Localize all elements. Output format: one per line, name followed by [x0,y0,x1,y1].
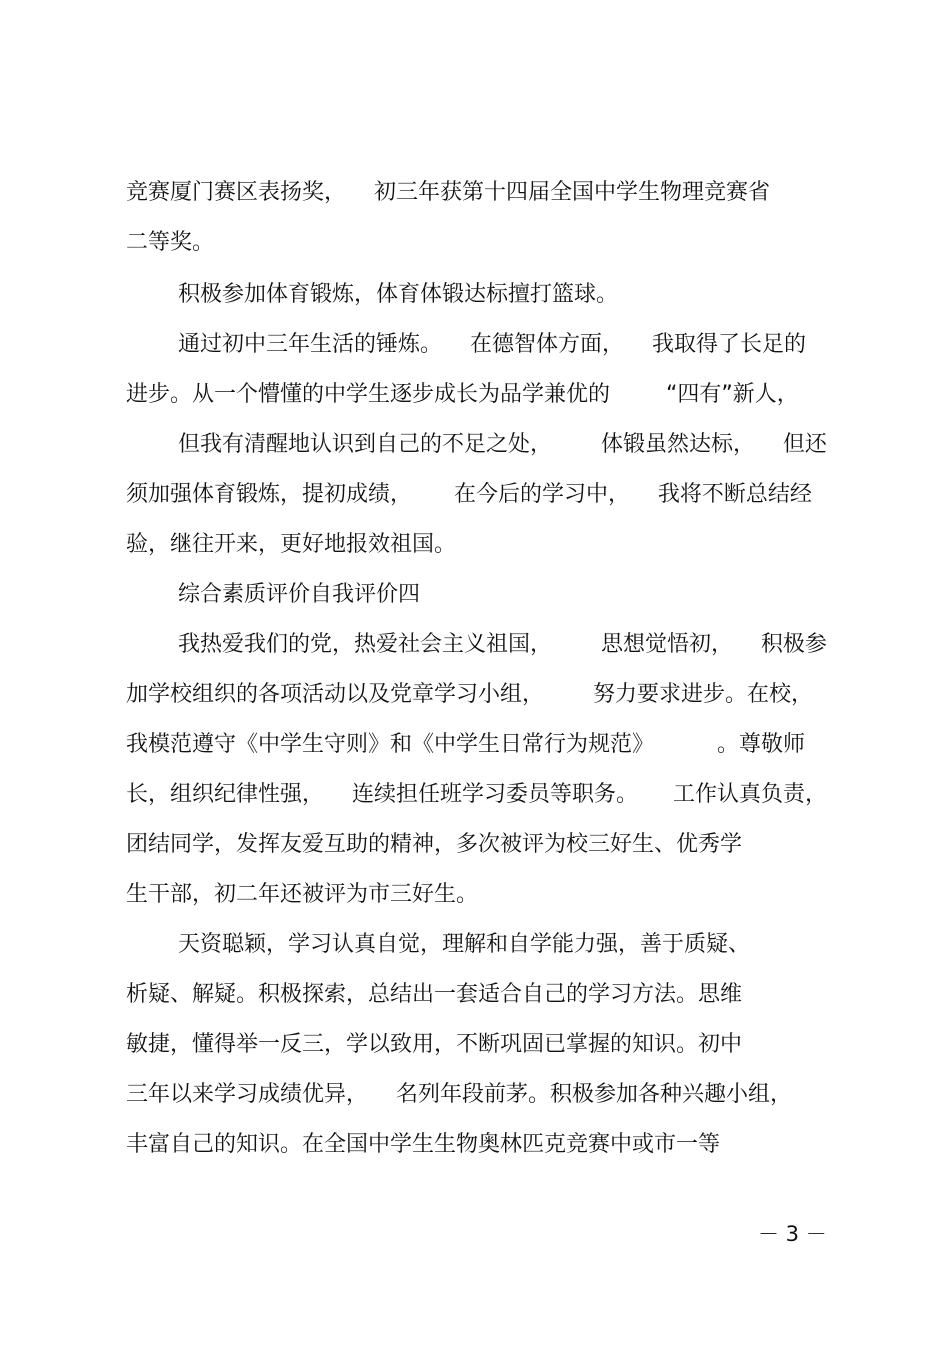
paragraph-line-3: 积极参加体育锻炼，体育体锻达标擅打篮球。 [178,282,619,307]
paragraph-line-17: 析疑、解疑。积极探索，总结出一套适合自己的学习方法。思维 [126,982,743,1007]
paragraph-line-12: 我模范遵守《中学生守则》和《中学生日常行为规范》 。尊敬师 [126,732,805,757]
paragraph-line-6: 但我有清醒地认识到自己的不足之处， 体锻虽然达标， 但还 [178,432,827,457]
paragraph-line-2: 二等奖。 [126,230,215,255]
paragraph-line-20: 丰富自己的知识。在全国中学生生物奥林匹克竞赛中或市一等 [126,1132,721,1157]
paragraph-line-8: 验，继往开来，更好地报效祖国。 [126,532,457,557]
paragraph-line-1: 竞赛厦门赛区表扬奖， 初三年获第十四届全国中学生物理竞赛省 [126,180,770,205]
paragraph-line-11: 加学校组织的各项活动以及党章学习小组， 努力要求进步。在校， [126,682,813,707]
paragraph-line-14: 团结同学，发挥友爱互助的精神，多次被评为校三好生、优秀学 [126,832,743,857]
paragraph-line-15: 生干部，初二年还被评为市三好生。 [126,882,479,907]
paragraph-line-7: 须加强体育锻炼，提初成绩， 在今后的学习中， 我将不断总结经 [126,482,812,507]
paragraph-line-4: 通过初中三年生活的锤炼。 在德智体方面， 我取得了长足的 [178,332,806,357]
paragraph-line-13: 长，组织纪律性强， 连续担任班学习委员等职务。 工作认真负责， [126,782,827,807]
paragraph-line-18: 敏捷，懂得举一反三，学以致用，不断巩固已掌握的知识。初中 [126,1032,743,1057]
page-number: － 3 － [758,1222,827,1246]
paragraph-line-5: 进步。从一个懵懂的中学生逐步成长为品学兼优的 “四有”新人， [126,382,799,407]
section-heading: 综合素质评价自我评价四 [178,582,421,607]
paragraph-line-10: 我热爱我们的党，热爱社会主义祖国， 思想觉悟初， 积极参 [178,632,827,657]
paragraph-line-19: 三年以来学习成绩优异， 名列年段前茅。积极参加各种兴趣小组， [126,1082,792,1107]
paragraph-line-16: 天资聪颖，学习认真自觉，理解和自学能力强，善于质疑、 [178,932,751,957]
